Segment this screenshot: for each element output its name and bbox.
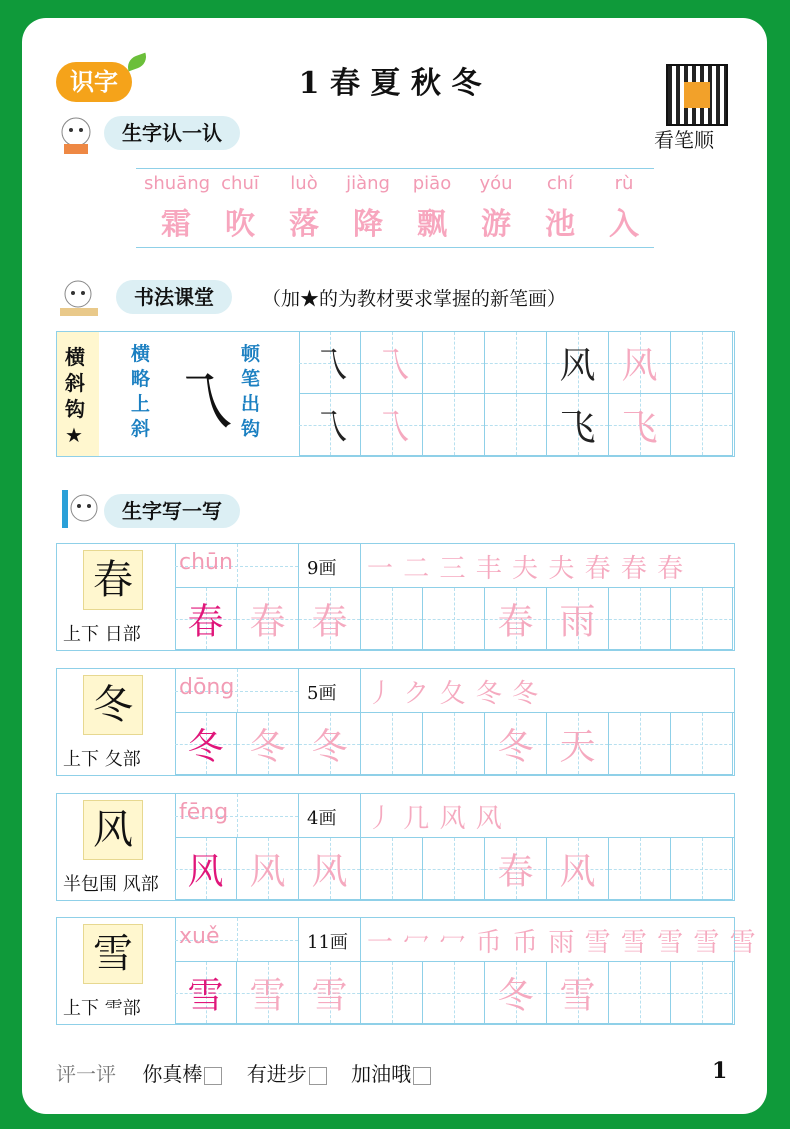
writing-cell[interactable] [299,962,361,1024]
char-info-box [57,669,176,775]
pinyin-label: piāo [412,173,452,194]
char-info-box [57,544,176,650]
pinyin-label: yóu [479,173,513,194]
evaluation-bar [56,1058,449,1087]
qr-label: 看笔顺 [654,128,714,152]
model-char: 风 [83,800,143,860]
writing-cell[interactable] [237,713,299,775]
writing-cell[interactable] [671,713,733,775]
writing-char: 雪 [311,975,348,1016]
recognize-char: 游 [481,207,511,242]
writing-cell[interactable] [547,962,609,1024]
pinyin-cell[interactable] [175,544,299,588]
demo-stroke: 乁 [169,367,233,441]
pinyin-label: shuāng [144,173,211,194]
writing-cell[interactable] [423,588,485,650]
recognize-row [136,168,654,248]
writing-char: 春 [497,601,534,642]
recognize-char: 飘 [417,207,447,242]
recognize-char: 降 [353,207,383,242]
model-char: 冬 [83,675,143,735]
writing-cell[interactable] [671,962,733,1024]
recognize-char: 池 [545,207,575,242]
writing-char: 雪 [249,975,286,1016]
practice-char: 乁 [373,407,410,448]
writing-cell[interactable] [361,962,423,1024]
writing-char: 春 [497,851,534,892]
practice-cell[interactable] [609,332,671,394]
writing-cell[interactable] [237,588,299,650]
writing-cell[interactable] [485,962,547,1024]
practice-cell[interactable] [485,332,547,394]
writing-char: 雪 [559,975,596,1016]
qr-code-icon[interactable] [666,64,728,126]
radical-label: 上下 夂部 [63,749,141,770]
char-info-box [57,918,176,1024]
evaluation-label: 评一评 [56,1062,116,1086]
writing-cell[interactable] [485,838,547,900]
writing-cell[interactable] [609,962,671,1024]
practice-cell[interactable] [299,394,361,456]
practice-cell[interactable] [423,394,485,456]
page-number: 1 [712,1058,728,1084]
practice-char: 乁 [311,345,348,386]
stroke-order-cell [361,918,757,962]
recognize-char: 吹 [225,207,255,242]
stroke-name-box [57,332,100,456]
pinyin-cell[interactable] [175,918,299,962]
writing-char: 冬 [311,726,348,767]
radical-label: 上下 日部 [63,624,141,645]
model-char: 春 [83,550,143,610]
practice-char: 乁 [311,407,348,448]
writing-cell[interactable] [547,713,609,775]
stroke-name: 横斜钩★ [65,345,85,447]
writing-cell[interactable] [609,713,671,775]
pinyin-label: chí [546,173,574,194]
writing-cell[interactable] [671,588,733,650]
stroke-order-cell [361,669,734,713]
eval-option-progress: 有进步 [246,1062,307,1086]
recognize-char: 入 [609,207,639,242]
practice-cell[interactable] [361,332,423,394]
pinyin-label: rù [614,173,634,194]
writing-char: 春 [249,601,286,642]
writing-cell[interactable] [299,588,361,650]
writing-cell[interactable] [175,838,237,900]
stroke-order-cell [361,544,734,588]
practice-cell[interactable] [423,332,485,394]
tip-right: 顿笔出钩 [241,343,261,440]
char-info-box [57,794,176,900]
pinyin-label: chuī [221,173,259,194]
stroke-order: 一 二 三 丰 夫 夫 春 春 春 [367,554,685,584]
char-practice-block [56,793,735,901]
writing-cell[interactable] [485,588,547,650]
practice-cell[interactable] [485,394,547,456]
practice-char: 飞 [559,407,596,448]
char-pinyin: dōng [179,675,235,700]
writing-cell[interactable] [671,838,733,900]
writing-cell[interactable] [547,838,609,900]
writing-char: 天 [559,726,596,767]
writing-cell[interactable] [547,588,609,650]
calligraphy-note: （加★的为教材要求掌握的新笔画） [262,288,567,310]
writing-cell[interactable] [485,713,547,775]
writing-cell[interactable] [423,962,485,1024]
writing-char: 风 [187,851,224,892]
writing-char: 春 [187,601,224,642]
practice-char: 飞 [621,407,658,448]
practice-char: 乁 [373,345,410,386]
pinyin-label: jiàng [346,173,390,194]
stroke-order: 一 冖 冖 币 币 雨 雪 雪 雪 雪 雪 [367,928,757,958]
writing-char: 冬 [497,726,534,767]
cat-mascot-icon [56,112,102,156]
practice-cell[interactable] [609,394,671,456]
stroke-order-cell [361,794,734,838]
writing-cell[interactable] [175,588,237,650]
eval-checkbox-cheer[interactable] [413,1067,431,1085]
writing-cell[interactable] [175,962,237,1024]
section-title-write: 生字写一写 [104,494,240,528]
writing-char: 雨 [559,601,596,642]
dog-mascot-icon [56,276,102,320]
writing-cell[interactable] [299,713,361,775]
writing-cell[interactable] [237,838,299,900]
stroke-count-cell [299,794,361,838]
pinyin-label: luò [290,173,318,194]
tip-left: 横略上斜 [131,343,151,440]
eval-checkbox-progress[interactable] [309,1067,327,1085]
char-pinyin: xuě [179,924,220,949]
stroke-demo-box [99,332,300,456]
eval-option-great: 你真棒 [142,1062,203,1086]
writing-char: 雪 [187,975,224,1016]
model-char: 雪 [83,924,143,984]
char-practice-block [56,668,735,776]
lesson-badge: 识字 [56,62,132,102]
writing-cell[interactable] [423,713,485,775]
writing-cell[interactable] [237,962,299,1024]
practice-cell[interactable] [299,332,361,394]
recognize-char: 霜 [161,207,191,242]
char-pinyin: chūn [179,550,233,575]
writing-cell[interactable] [361,838,423,900]
stroke-count: 4画 [307,808,337,829]
writing-cell[interactable] [423,838,485,900]
char-practice-block [56,917,757,1025]
practice-cell[interactable] [361,394,423,456]
char-practice-block [56,543,735,651]
calligraphy-grid [56,331,735,457]
pencil-cat-icon [56,488,102,532]
stroke-order: 丿 几 风 风 [367,804,503,834]
radical-label: 半包围 风部 [63,874,159,895]
writing-cell[interactable] [361,588,423,650]
stroke-count-cell [299,544,361,588]
stroke-count-cell [299,918,361,962]
writing-cell[interactable] [175,713,237,775]
practice-cell[interactable] [547,394,609,456]
stroke-count: 11画 [307,932,348,953]
eval-checkbox-great[interactable] [204,1067,222,1085]
section-title-calligraphy: 书法课堂 [116,280,232,314]
practice-char: 风 [621,345,658,386]
writing-char: 冬 [497,975,534,1016]
radical-label: 上下 ⻗部 [63,998,141,1019]
writing-cell[interactable] [609,838,671,900]
stroke-order: 丿 ク 夂 冬 冬 [367,679,540,709]
practice-cell[interactable] [671,394,733,456]
recognize-char: 落 [289,207,319,242]
writing-char: 风 [559,851,596,892]
writing-char: 风 [311,851,348,892]
stroke-count: 9画 [307,558,337,579]
practice-cell[interactable] [671,332,733,394]
writing-cell[interactable] [299,838,361,900]
writing-cell[interactable] [361,713,423,775]
practice-cell[interactable] [547,332,609,394]
stroke-count: 5画 [307,683,337,704]
writing-cell[interactable] [609,588,671,650]
writing-char: 春 [311,601,348,642]
eval-option-cheer: 加油哦 [351,1062,412,1086]
stroke-count-cell [299,669,361,713]
writing-char: 风 [249,851,286,892]
practice-char: 风 [559,345,596,386]
char-pinyin: fēng [179,800,229,825]
pinyin-cell[interactable] [175,794,299,838]
writing-char: 冬 [187,726,224,767]
section-title-recognize: 生字认一认 [104,116,240,150]
pinyin-cell[interactable] [175,669,299,713]
writing-char: 冬 [249,726,286,767]
lesson-title: 1 春 夏 秋 冬 [298,66,482,101]
